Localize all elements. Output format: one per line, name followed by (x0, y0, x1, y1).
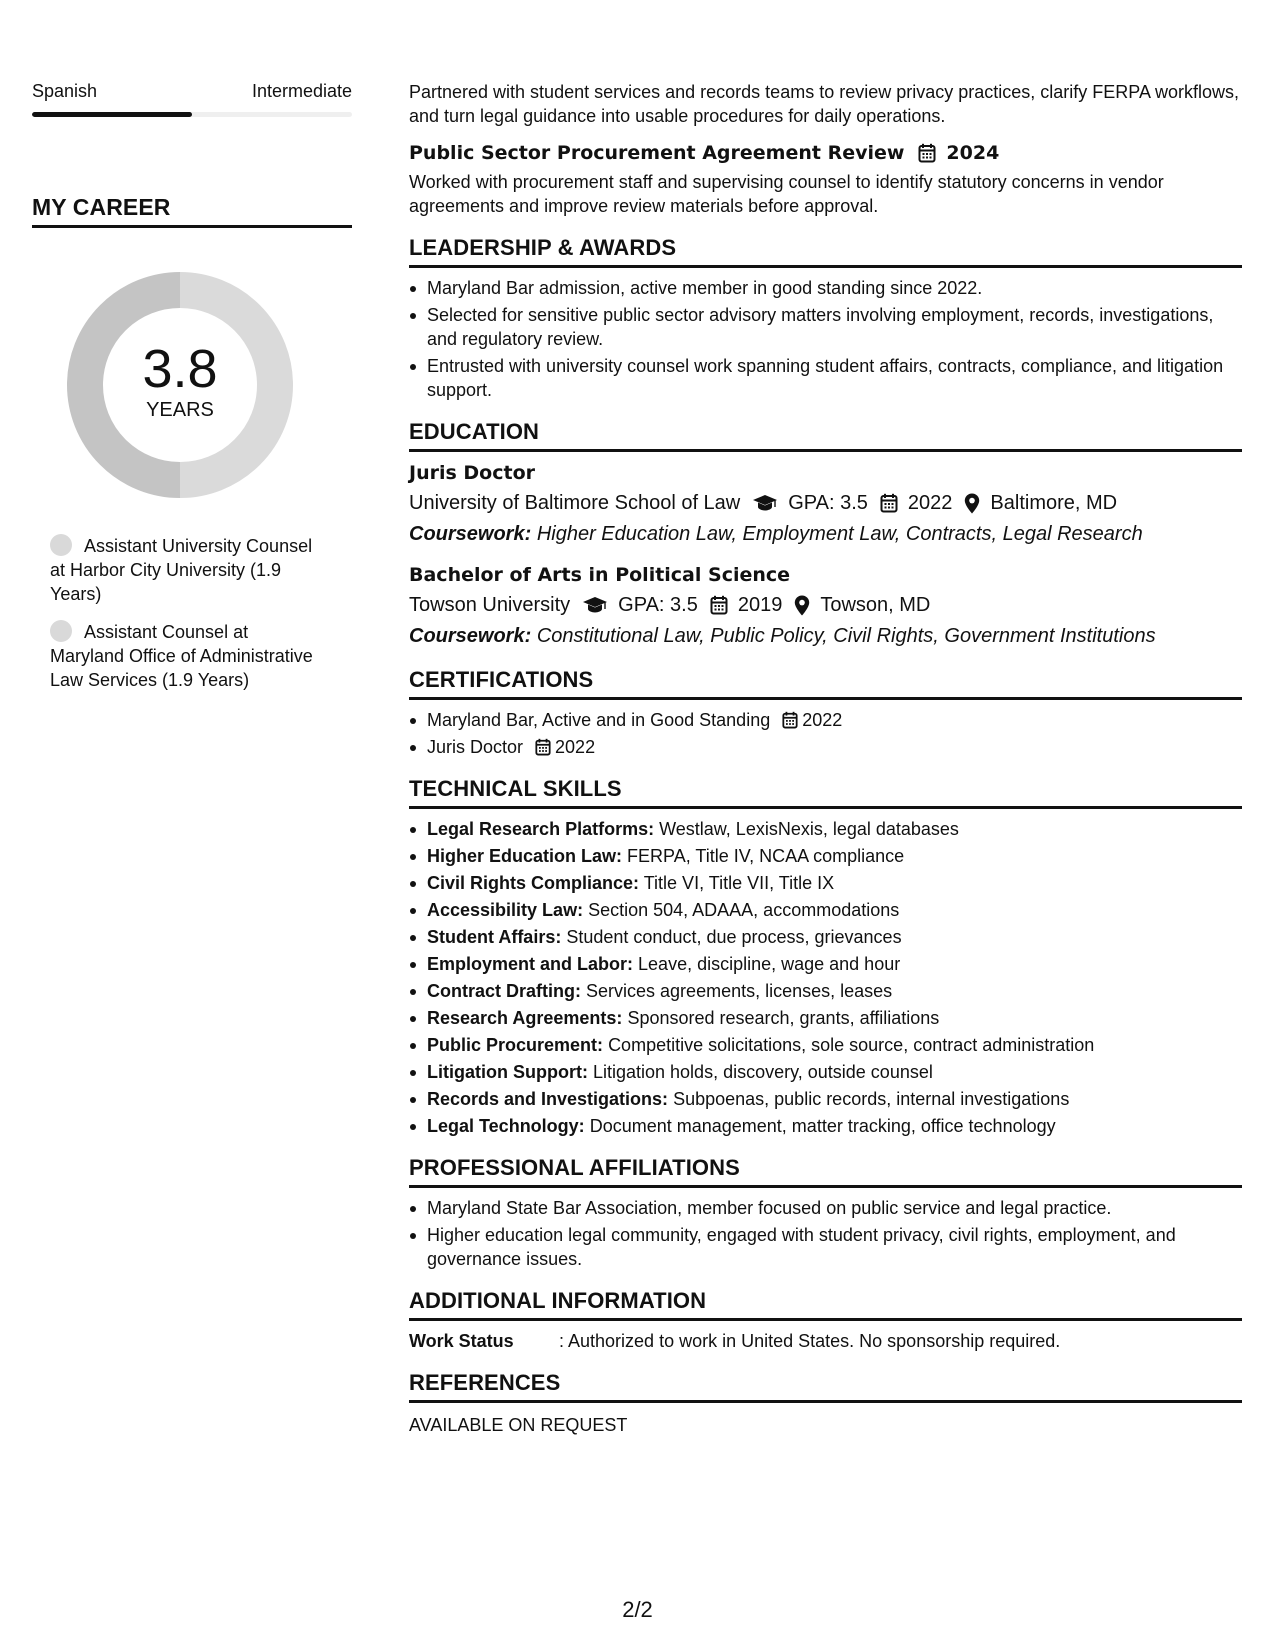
calendar-icon (782, 711, 798, 729)
list-item (409, 1006, 1242, 1030)
education-school: University of Baltimore School of Law (409, 492, 741, 514)
career-item (50, 534, 322, 606)
coursework-label: Coursework: (409, 625, 532, 647)
education-entry (409, 460, 1242, 548)
language-row (32, 80, 352, 102)
project-intro-text: Partnered with student services and records teams to review privacy practices, clarify FERPA workflows, and turn legal guidance into usable procedures for daily operations. (409, 82, 1239, 126)
location-pin-icon (794, 595, 810, 616)
skill-value: Services agreements, licenses, leases (586, 981, 893, 1001)
language-proficiency-bar (32, 112, 352, 117)
skill-value: Title VI, Title VII, Title IX (643, 873, 835, 893)
calendar-icon (535, 738, 551, 756)
skill-label: Legal Research Platforms: (427, 819, 655, 839)
list-item (409, 898, 1242, 922)
project-description: Worked with procurement staff and supervising counsel to identify statutory concerns in vendor agreements and improve review materials before approval. (409, 172, 1164, 216)
coursework-label: Coursework: (409, 523, 532, 545)
affiliations-list (409, 1196, 1242, 1271)
education-coursework (409, 520, 1242, 548)
work-status-row (409, 1329, 1242, 1353)
project-year: 2024 (946, 142, 1000, 164)
education-gpa: GPA: 3.5 (618, 594, 698, 616)
certifications-list (409, 708, 1242, 759)
education-meta (409, 591, 1242, 619)
list-item (409, 1060, 1242, 1084)
left-column (32, 80, 352, 706)
additional-heading: ADDITIONAL INFORMATION (409, 1287, 1242, 1321)
affiliations-heading: PROFESSIONAL AFFILIATIONS (409, 1154, 1242, 1188)
skill-label: Accessibility Law: (427, 900, 584, 920)
list-item (409, 735, 1242, 759)
education-meta (409, 489, 1242, 517)
list-item: Maryland Bar admission, active member in good standing since 2022. (409, 276, 1242, 300)
skill-label: Civil Rights Compliance: (427, 873, 640, 893)
career-item-label: Assistant University Counsel at Harbor City University (1.9 Years) (50, 536, 313, 604)
certification-year: 2022 (555, 737, 596, 757)
list-item (409, 1033, 1242, 1057)
leadership-heading: LEADERSHIP & AWARDS (409, 234, 1242, 268)
skill-value: Sponsored research, grants, affiliations (627, 1008, 940, 1028)
list-item: Entrusted with university counsel work spanning student affairs, contracts, compliance, and litigation support. (409, 354, 1242, 402)
list-item (409, 708, 1242, 732)
work-status-label: Work Status (409, 1331, 514, 1351)
skill-label: Records and Investigations: (427, 1089, 669, 1109)
career-heading: MY CAREER (32, 193, 352, 228)
career-item (50, 620, 322, 692)
education-gpa: GPA: 3.5 (788, 492, 868, 514)
skill-label: Public Procurement: (427, 1035, 604, 1055)
language-proficiency-fill (32, 112, 192, 117)
location-pin-icon (964, 493, 980, 514)
list-item (409, 871, 1242, 895)
list-item (409, 844, 1242, 868)
affiliations-section (409, 1154, 1242, 1271)
language-level: Intermediate (251, 81, 352, 101)
education-degree: Bachelor of Arts in Political Science (409, 564, 791, 586)
skill-label: Legal Technology: (427, 1116, 585, 1136)
career-donut-center (67, 272, 293, 498)
page-number: 2/2 (622, 1597, 653, 1622)
skills-section (409, 775, 1242, 1138)
project-title-row (409, 140, 1242, 166)
additional-section (409, 1287, 1242, 1353)
education-location: Baltimore, MD (990, 492, 1118, 514)
right-column (409, 80, 1242, 1437)
calendar-icon (880, 493, 898, 513)
skill-value: Westlaw, LexisNexis, legal databases (659, 819, 959, 839)
references-section (409, 1369, 1242, 1437)
certification-name: Maryland Bar, Active and in Good Standing (427, 710, 771, 730)
skill-label: Research Agreements: (427, 1008, 623, 1028)
education-year: 2019 (737, 594, 783, 616)
skill-value: Section 504, ADAAA, accommodations (588, 900, 900, 920)
education-school: Towson University (409, 594, 571, 616)
career-legend-dot (50, 620, 72, 642)
calendar-icon (918, 143, 936, 163)
skill-label: Higher Education Law: (427, 846, 623, 866)
skills-heading: TECHNICAL SKILLS (409, 775, 1242, 809)
career-legend-dot (50, 534, 72, 556)
education-section (409, 418, 1242, 650)
education-coursework (409, 622, 1242, 650)
references-text: AVAILABLE ON REQUEST (409, 1415, 628, 1435)
skill-label: Litigation Support: (427, 1062, 588, 1082)
certifications-section (409, 666, 1242, 759)
certification-year: 2022 (802, 710, 843, 730)
work-status-value: : Authorized to work in United States. No sponsorship required. (559, 1331, 1061, 1351)
leadership-list (409, 276, 1242, 402)
leadership-section (409, 234, 1242, 402)
career-total-value: 3.8 (142, 339, 218, 399)
language-name: Spanish (32, 81, 98, 101)
skill-label: Employment and Labor: (427, 954, 634, 974)
calendar-icon (710, 595, 728, 615)
career-item-label: Assistant Counsel at Maryland Office of Administrative Law Services (1.9 Years) (50, 622, 313, 690)
skill-value: Competitive solicitations, sole source, contract administration (608, 1035, 1095, 1055)
list-item: Selected for sensitive public sector advisory matters involving employment, records, investigations, and regulatory review. (409, 303, 1242, 351)
education-location: Towson, MD (820, 594, 931, 616)
coursework-text: Higher Education Law, Employment Law, Contracts, Legal Research (536, 523, 1143, 545)
list-item (409, 817, 1242, 841)
list-item (409, 1087, 1242, 1111)
list-item (409, 952, 1242, 976)
list-item: Maryland State Bar Association, member focused on public service and legal practice. (409, 1196, 1242, 1220)
skills-list (409, 817, 1242, 1138)
career-list (32, 534, 322, 692)
graduation-cap-icon (582, 596, 608, 614)
references-heading: REFERENCES (409, 1369, 1242, 1403)
skill-value: Document management, matter tracking, office technology (589, 1116, 1056, 1136)
career-donut-chart (67, 272, 293, 498)
coursework-text: Constitutional Law, Public Policy, Civil Rights, Government Institutions (536, 625, 1156, 647)
skill-label: Contract Drafting: (427, 981, 581, 1001)
project-title: Public Sector Procurement Agreement Review (409, 142, 905, 164)
list-item (409, 925, 1242, 949)
career-total-unit: YEARS (146, 399, 214, 421)
skill-value: Subpoenas, public records, internal investigations (673, 1089, 1070, 1109)
skill-value: FERPA, Title IV, NCAA compliance (627, 846, 905, 866)
education-year: 2022 (907, 492, 953, 514)
graduation-cap-icon (752, 494, 778, 512)
list-item (409, 979, 1242, 1003)
certifications-heading: CERTIFICATIONS (409, 666, 1242, 700)
list-item: Higher education legal community, engaged with student privacy, civil rights, employment, and governance issues. (409, 1223, 1242, 1271)
skill-label: Student Affairs: (427, 927, 562, 947)
skill-value: Leave, discipline, wage and hour (638, 954, 901, 974)
list-item (409, 1114, 1242, 1138)
education-degree: Juris Doctor (409, 462, 535, 484)
education-heading: EDUCATION (409, 418, 1242, 452)
certification-name: Juris Doctor (427, 737, 524, 757)
skill-value: Student conduct, due process, grievances (566, 927, 902, 947)
skill-value: Litigation holds, discovery, outside counsel (592, 1062, 933, 1082)
education-entry (409, 562, 1242, 650)
